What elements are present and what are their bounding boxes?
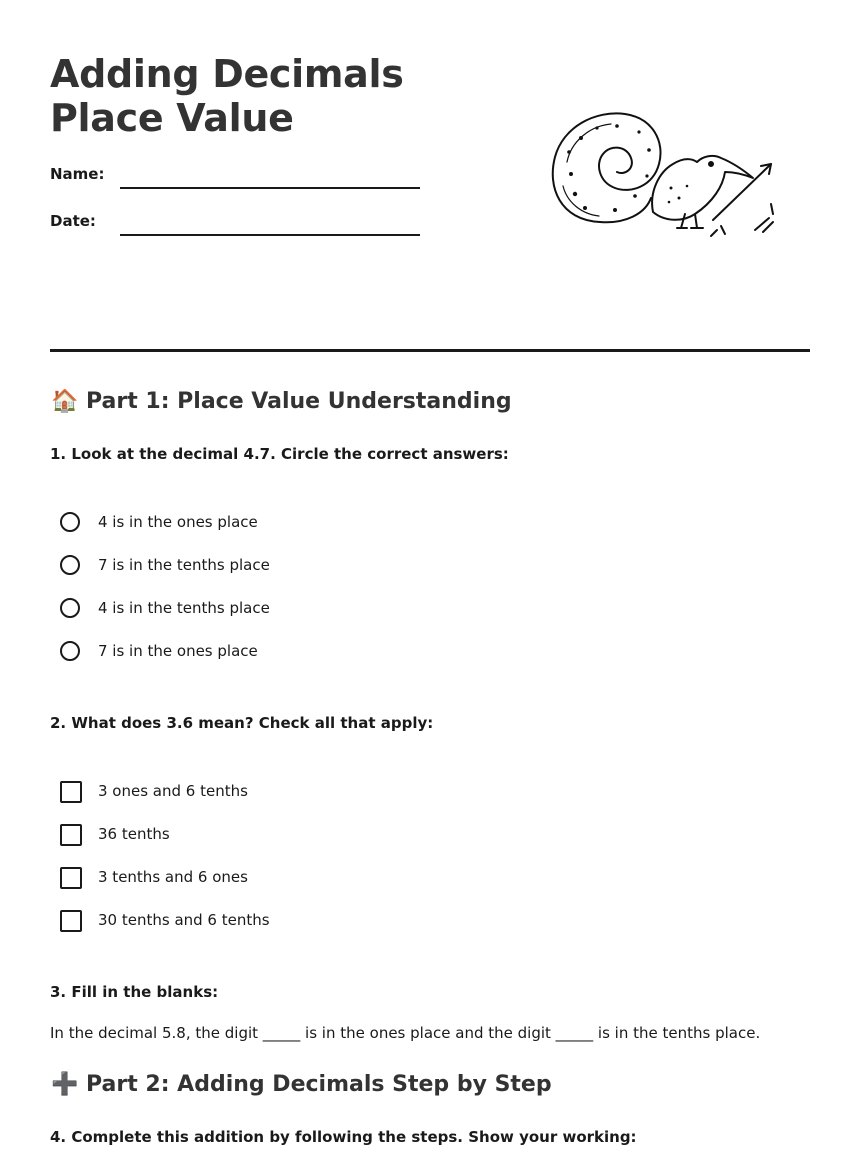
q1-option-1-label: 4 is in the ones place: [98, 513, 258, 531]
radio-circle-icon[interactable]: [60, 512, 80, 532]
q1-option-4-label: 7 is in the ones place: [98, 642, 258, 660]
part2-title: Part 2: Adding Decimals Step by Step: [86, 1072, 552, 1097]
q2-option-2[interactable]: [60, 823, 460, 849]
q2-option-2-label: 36 tenths: [98, 825, 170, 843]
name-writing-line[interactable]: [120, 187, 420, 189]
name-label: Name:: [50, 165, 105, 183]
checkbox-icon[interactable]: [60, 781, 82, 803]
plus-icon: ➕: [51, 1072, 79, 1097]
q2-option-4[interactable]: [60, 909, 460, 935]
q2-option-3[interactable]: [60, 866, 460, 892]
checkbox-icon[interactable]: [60, 824, 82, 846]
header-divider: [50, 349, 810, 352]
date-writing-line[interactable]: [120, 234, 420, 236]
question-3-prompt: 3. Fill in the blanks:: [50, 983, 219, 1001]
fill-in-blanks-sentence[interactable]: In the decimal 5.8, the digit _____ is in the ones place and the digit _____ is in the tenths place.: [50, 1024, 761, 1042]
q2-option-1[interactable]: [60, 780, 460, 806]
q2-option-1-label: 3 ones and 6 tenths: [98, 782, 248, 800]
radio-circle-icon[interactable]: [60, 555, 80, 575]
question-1-prompt: 1. Look at the decimal 4.7. Circle the correct answers:: [50, 445, 509, 463]
checkbox-icon[interactable]: [60, 910, 82, 932]
question-4-prompt: 4. Complete this addition by following the steps. Show your working:: [50, 1128, 637, 1146]
date-field[interactable]: [50, 210, 420, 236]
worksheet-header: [50, 0, 810, 350]
name-field[interactable]: [50, 163, 420, 189]
part2-heading: [50, 1072, 552, 1097]
q1-option-2-label: 7 is in the tenths place: [98, 556, 270, 574]
radio-circle-icon[interactable]: [60, 598, 80, 618]
worksheet-page: [50, 0, 810, 1146]
worksheet-title: Adding Decimals Place Value: [50, 52, 404, 140]
q1-option-3-label: 4 is in the tenths place: [98, 599, 270, 617]
part1-heading: [50, 389, 512, 414]
q1-option-3[interactable]: [60, 597, 460, 623]
checkbox-icon[interactable]: [60, 867, 82, 889]
q2-option-4-label: 30 tenths and 6 tenths: [98, 911, 270, 929]
part1-title: Part 1: Place Value Understanding: [86, 389, 512, 414]
q1-option-4[interactable]: [60, 640, 460, 666]
spiral-bird-illustration-icon: [545, 102, 785, 242]
q1-option-1[interactable]: [60, 511, 460, 537]
q2-option-3-label: 3 tenths and 6 ones: [98, 868, 248, 886]
radio-circle-icon[interactable]: [60, 641, 80, 661]
house-icon: 🏠: [51, 389, 79, 414]
date-label: Date:: [50, 212, 96, 230]
q1-option-2[interactable]: [60, 554, 460, 580]
question-2-prompt: 2. What does 3.6 mean? Check all that apply:: [50, 714, 434, 732]
